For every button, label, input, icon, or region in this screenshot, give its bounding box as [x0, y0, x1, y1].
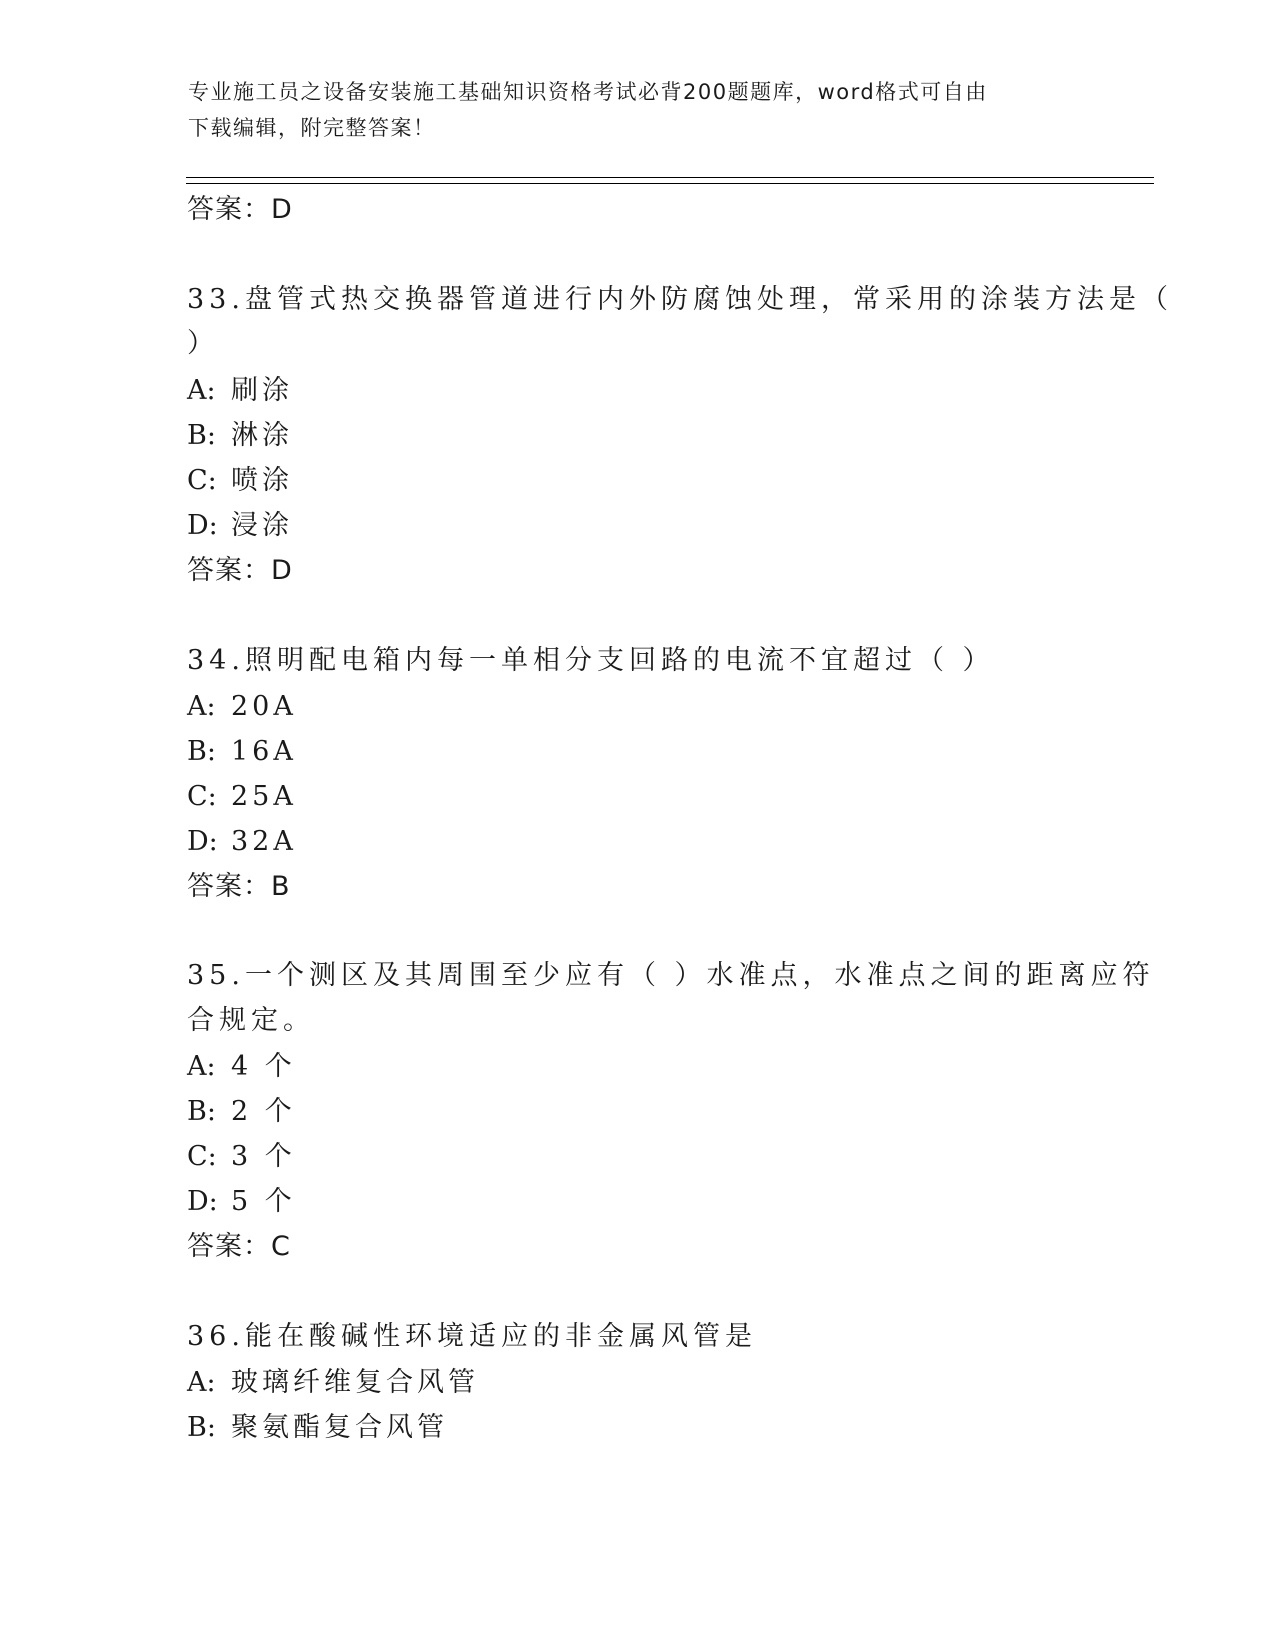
option-letter: B: — [187, 736, 216, 767]
question-35-option-a — [187, 1050, 296, 1084]
option-text: 5 个 — [231, 1186, 296, 1217]
question-35-answer: 答案：C — [187, 1231, 291, 1262]
option-letter: C: — [187, 465, 217, 496]
option-letter: A: — [187, 691, 216, 722]
option-letter: C: — [187, 781, 217, 812]
option-text: 喷涂 — [231, 465, 293, 496]
question-34-line-1: 34.照明配电箱内每一单相分支回路的电流不宜超过（ ） — [187, 645, 995, 676]
previous-answer: 答案：D — [187, 194, 293, 225]
option-letter: A: — [187, 375, 216, 406]
option-text: 16A — [231, 736, 297, 767]
question-35-line-1: 35.一个测区及其周围至少应有（ ）水准点，水准点之间的距离应符 — [187, 960, 1155, 991]
question-33-answer: 答案：D — [187, 555, 293, 586]
option-text: 2 个 — [231, 1096, 296, 1127]
option-letter: C: — [187, 1141, 217, 1172]
question-35-option-b — [187, 1095, 296, 1129]
option-text: 淋涂 — [231, 420, 293, 451]
header-line-1: 专业施工员之设备安装施工基础知识资格考试必背200题题库，word格式可自由 — [188, 80, 988, 104]
option-letter: D: — [187, 826, 218, 857]
option-letter: D: — [187, 1186, 218, 1217]
question-36-option-a — [187, 1366, 479, 1400]
question-33-line-2: ） — [187, 328, 219, 359]
question-36-line-1: 36.能在酸碱性环境适应的非金属风管是 — [187, 1321, 757, 1352]
question-35-option-d — [187, 1185, 296, 1219]
option-text: 玻璃纤维复合风管 — [231, 1367, 479, 1398]
option-text: 32A — [231, 826, 297, 857]
question-35-line-2: 合规定。 — [187, 1005, 315, 1036]
question-33-option-b — [187, 419, 293, 453]
question-33-option-a — [187, 374, 293, 408]
option-text: 20A — [231, 691, 297, 722]
option-text: 25A — [231, 781, 297, 812]
question-33-line-1: 33.盘管式热交换器管道进行内外防腐蚀处理，常采用的涂装方法是（ — [187, 284, 1173, 315]
question-34-option-b — [187, 735, 297, 769]
option-letter: B: — [187, 1096, 216, 1127]
question-34-option-d — [187, 825, 297, 859]
question-34-option-a — [187, 690, 297, 724]
question-33-option-c — [187, 464, 293, 498]
question-34-option-c — [187, 780, 297, 814]
header-divider-top — [186, 177, 1154, 178]
question-36-option-b — [187, 1411, 448, 1445]
option-text: 3 个 — [231, 1141, 296, 1172]
header-line-2: 下载编辑，附完整答案！ — [188, 116, 436, 140]
option-text: 浸涂 — [231, 510, 293, 541]
header-divider-bottom — [186, 183, 1154, 184]
question-33-option-d — [187, 509, 293, 543]
option-letter: B: — [187, 420, 216, 451]
option-letter: A: — [187, 1367, 216, 1398]
option-letter: A: — [187, 1051, 216, 1082]
document-header — [188, 74, 1068, 146]
option-letter: B: — [187, 1412, 216, 1443]
option-text: 聚氨酯复合风管 — [231, 1412, 448, 1443]
option-text: 4 个 — [231, 1051, 296, 1082]
question-34-answer: 答案：B — [187, 871, 291, 902]
question-35-option-c — [187, 1140, 296, 1174]
option-text: 刷涂 — [231, 375, 293, 406]
option-letter: D: — [187, 510, 218, 541]
